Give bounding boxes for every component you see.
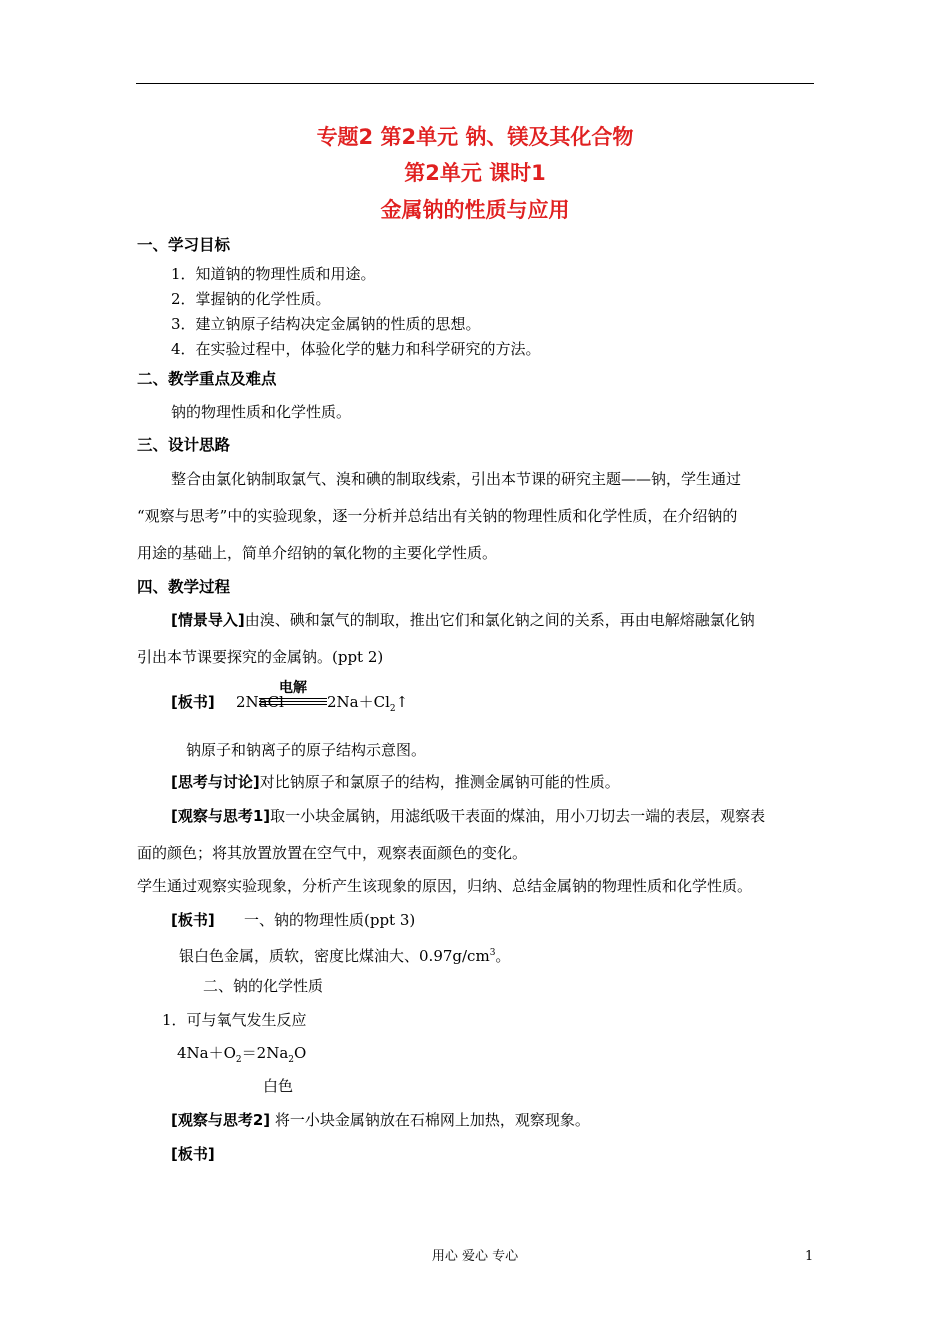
eq1-left: 2NaCl [236,693,284,711]
goal-item: 3．建立钠原子结构决定金属钠的性质的思想。 [171,315,481,333]
observe1-line [171,806,765,826]
discuss-text: 对比钠原子和氯原子的结构，推测金属钠可能的性质。 [259,773,620,791]
main-title: 专题2 第2单元 钠、镁及其化合物 [316,125,634,149]
eq2-sub: 2 [235,1055,242,1065]
eq1-bar [259,701,327,702]
observe1-text: 取一小块金属钠，用滤纸吸干表面的煤油，用小刀切去一端的表层，观察表 [270,807,766,825]
board-tag: [板书] [171,693,215,711]
section4-heading: 四、教学过程 [137,578,231,596]
observe1-tag: [观察与思考1] [171,807,271,825]
physical-properties-heading: 一、钠的物理性质(ppt 3) [244,911,416,929]
intro-text: 由溴、碘和氯气的制取，推出它们和氯化钠之间的关系，再由电解熔融氯化钠 [244,611,755,629]
eq1-condition: 电解 [279,680,307,696]
discuss-line [171,772,620,792]
header-rule [136,83,814,84]
section2-heading: 二、教学重点及难点 [137,370,277,388]
atom-structure-line: 钠原子和钠离子的原子结构示意图。 [186,741,427,759]
physical-properties-text [179,943,510,966]
product-color: 白色 [263,1077,294,1095]
eq2-sub: 2 [288,1055,295,1065]
observe2-tag: [观察与思考2] [171,1111,271,1129]
unit-superscript: 3 [489,948,496,958]
intro-line [171,610,755,630]
student-line: 学生通过观察实验现象，分析产生该现象的原因，归纳、总结金属钠的物理性质和化学性质。 [137,877,753,895]
physical-end: 。 [495,947,511,965]
eq1-right [327,692,408,719]
page-number: 1 [805,1249,814,1264]
section1-heading: 一、学习目标 [137,236,231,254]
intro-tag: [情景导入] [171,611,245,629]
observe1-line-2: 面的颜色；将其放置放置在空气中，观察表面颜色的变化。 [137,844,528,862]
eq1-subscript: 2 [389,704,396,714]
eq2-part: ＝2Na [241,1044,289,1062]
topic-title: 金属钠的性质与应用 [380,198,570,222]
eq1-bar [259,704,327,705]
board3-tag: [板书] [171,1145,215,1163]
intro-line-2: 引出本节课要探究的金属钠。(ppt 2) [137,648,384,666]
eq2 [177,1043,306,1070]
eq1-products: 2Na＋Cl [327,693,390,711]
goal-item: 1．知道钠的物理性质和用途。 [171,265,376,283]
goal-item: 4．在实验过程中，体验化学的魅力和科学研究的方法。 [171,340,541,358]
board2-tag: [板书] [171,911,215,929]
observe2-text: 将一小块金属钠放在石棉网上加热，观察现象。 [270,1111,590,1129]
reaction-item: 1．可与氧气发生反应 [162,1011,307,1029]
design-line: 用途的基础上，简单介绍钠的氧化物的主要化学性质。 [137,544,498,562]
eq1-condition-arrow [259,680,327,710]
discuss-tag: [思考与讨论] [171,773,260,791]
section3-heading: 三、设计思路 [137,436,231,454]
footer-text: 用心 爱心 专心 [431,1249,519,1264]
eq2-part: O [294,1044,307,1062]
observe2-line [171,1110,590,1130]
unit-title: 第2单元 课时1 [404,161,546,185]
physical-text: 银白色金属，质软，密度比煤油大、0.97g/cm [179,947,490,965]
key-points-text: 钠的物理性质和化学性质。 [171,403,352,421]
eq1-bar [259,698,327,699]
goal-item: 2．掌握钠的化学性质。 [171,290,331,308]
gas-arrow-icon: ↑ [395,693,409,711]
design-line: “观察与思考”中的实验现象，逐一分析并总结出有关钠的物理性质和化学性质，在介绍钠的 [137,507,738,525]
chemical-properties-heading: 二、钠的化学性质 [203,977,324,995]
design-line: 整合由氯化钠制取氯气、溴和碘的制取线索，引出本节课的研究主题——钠，学生通过 [171,470,742,488]
eq2-part: 4Na＋O [177,1044,236,1062]
